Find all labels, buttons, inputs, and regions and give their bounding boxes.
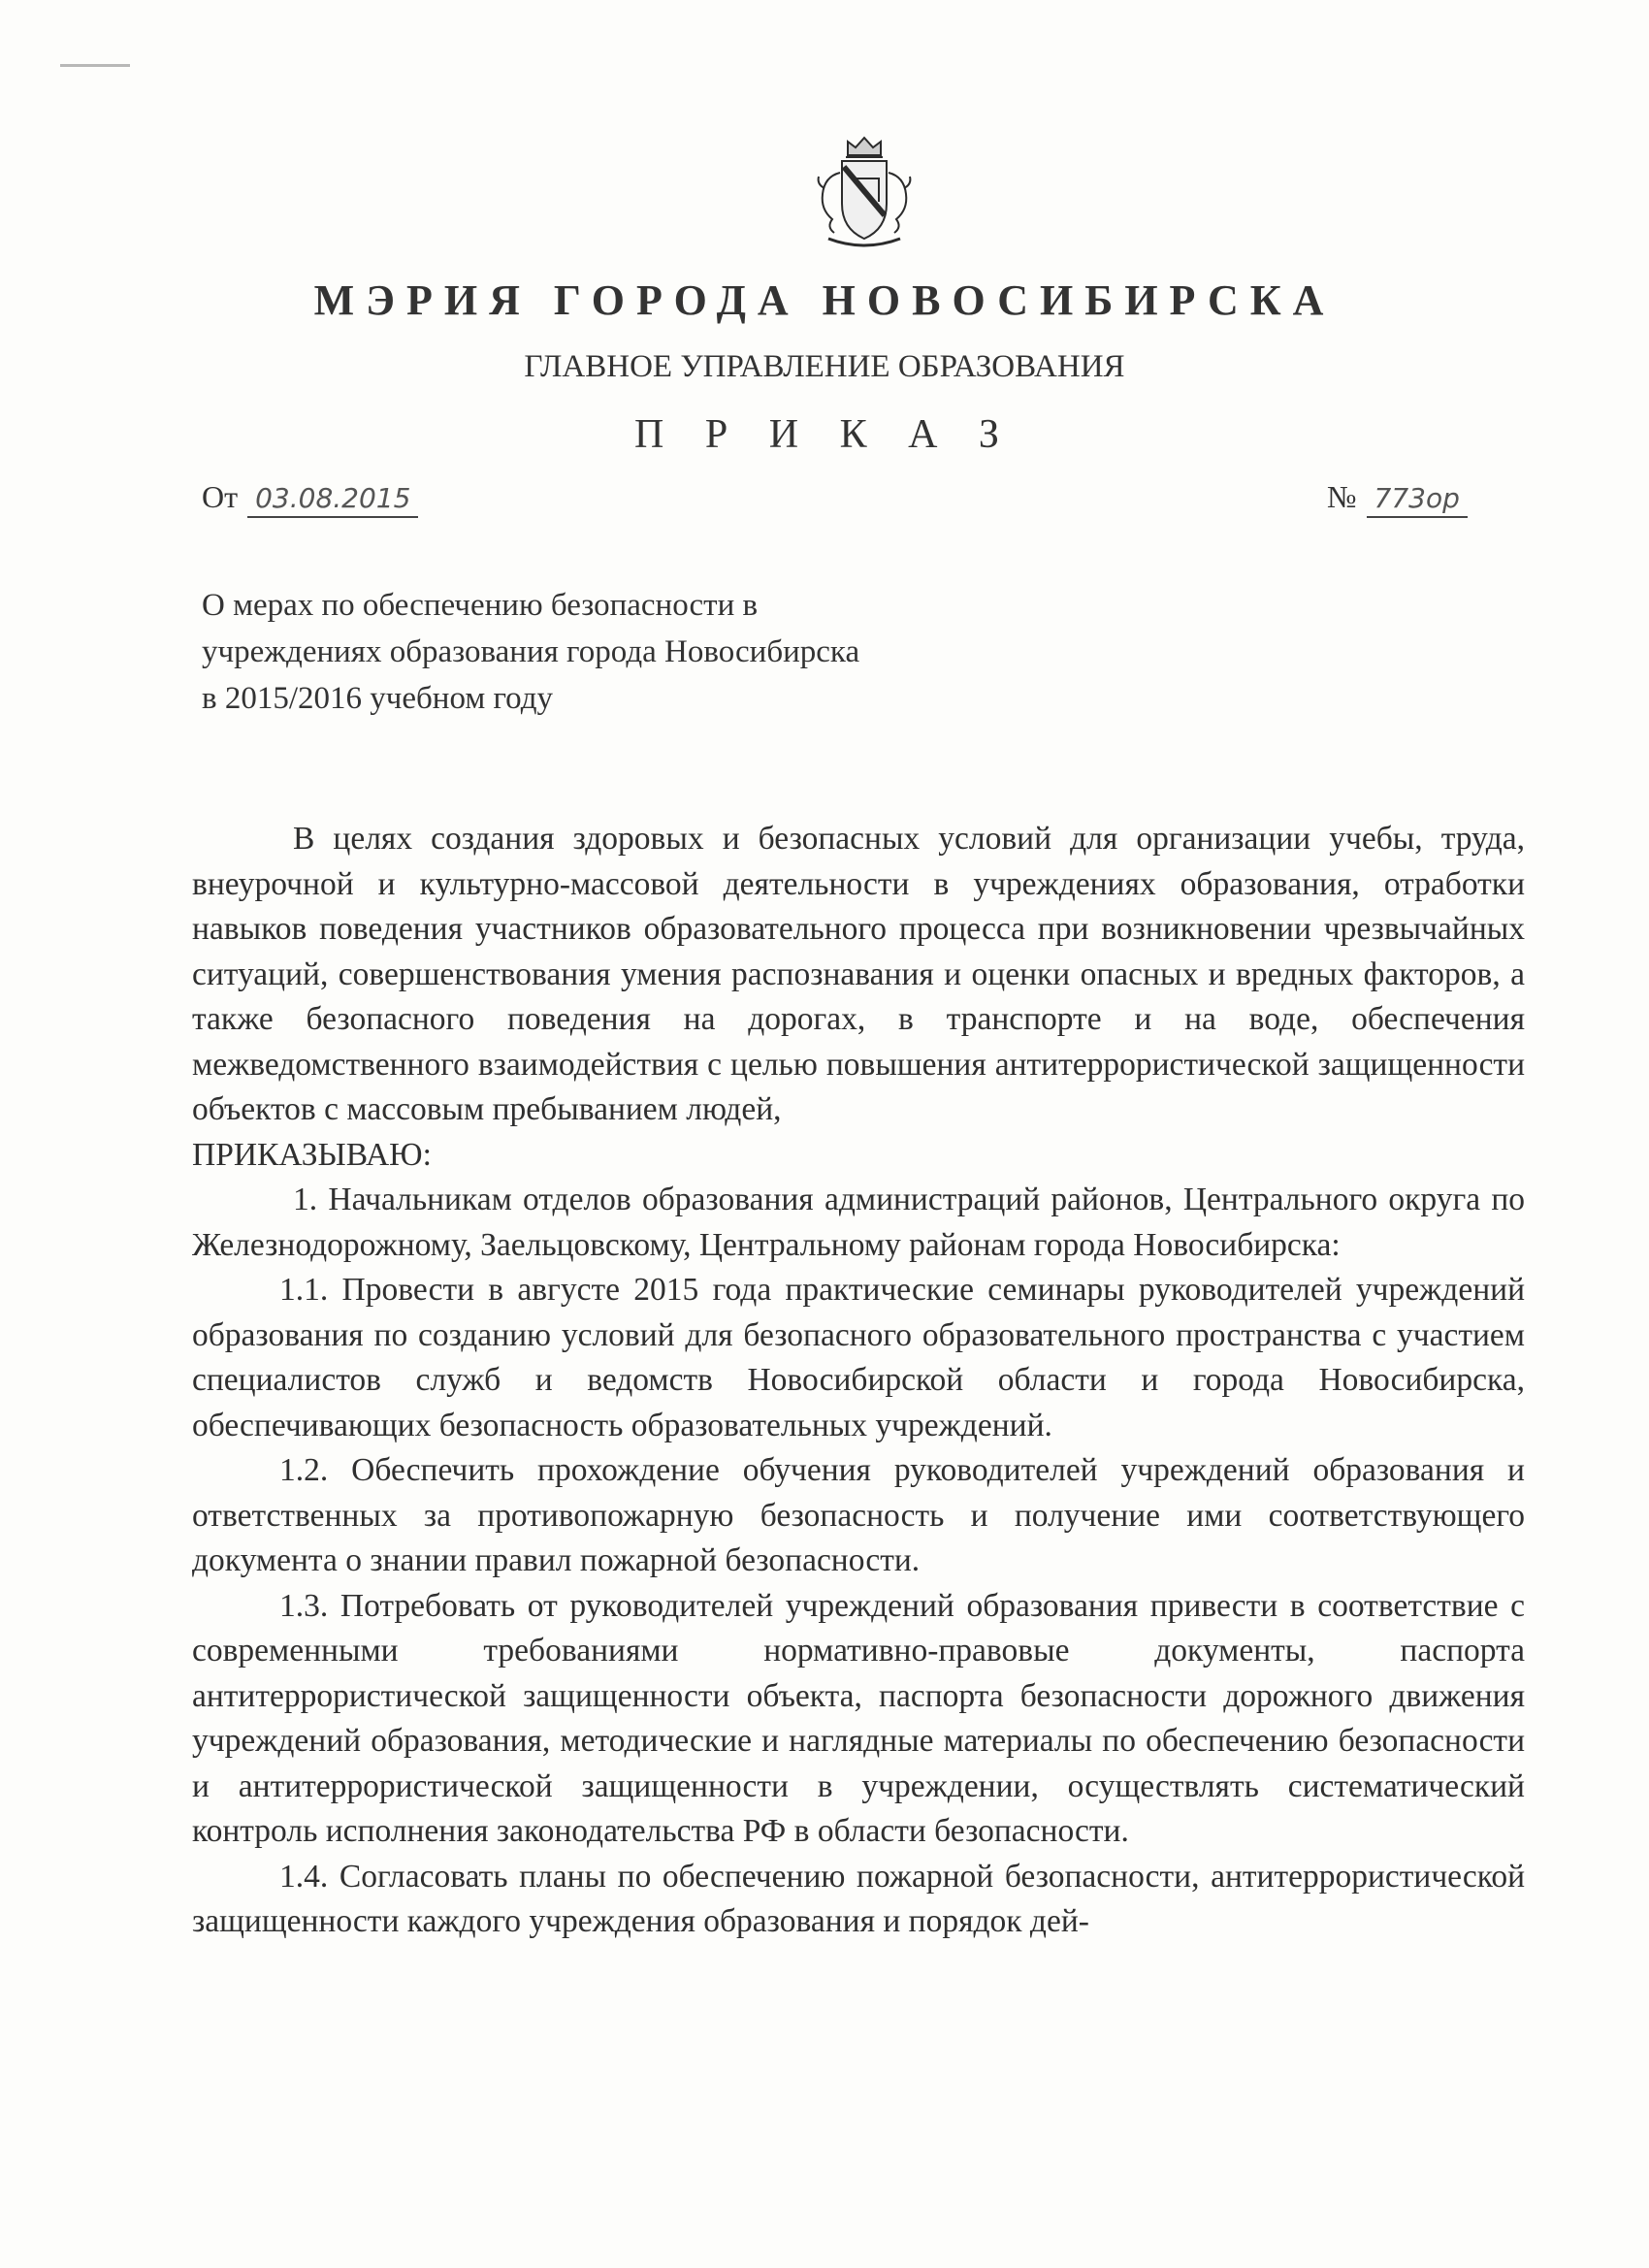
order-word: ПРИКАЗЫВАЮ: (192, 1136, 432, 1173)
coat-of-arms-icon (811, 134, 918, 252)
item-1-3-paragraph: 1.3. Потребовать от руководителей учреждений образования привести в соответствие с современными требованиями нормативно-правовые документы, паспорта антитеррористической защищенности объекта, паспорта безопасности дорожного движения учреждений образования, методические и наглядные материалы по обеспечению безопасности и антитеррористической защищенности в учреждении, осуществлять систематический контроль исполнения законодательства РФ в области безопасности. (192, 1587, 1525, 1849)
date-prefix: От (202, 479, 239, 514)
date-block (202, 479, 418, 518)
item-1-paragraph: 1. Начальникам отделов образования администраций районов, Центрального округа по Железнодорожному, Заельцовскому, Центральному районам города Новосибирска: (192, 1182, 1525, 1263)
scan-artifact-line (60, 64, 130, 67)
document-body (192, 817, 1525, 1945)
number-prefix: № (1327, 479, 1357, 514)
item-1-4-paragraph: 1.4. Согласовать планы по обеспечению пожарной безопасности, антитеррористической защищенности каждого учреждения образования и порядок дей- (192, 1858, 1525, 1939)
organization-name: МЭРИЯ ГОРОДА НОВОСИБИРСКА (313, 276, 1336, 324)
document-subject: О мерах по обеспечению безопасности в учреждениях образования города Новосибирска в 2015/2016 учебном году (202, 588, 860, 716)
organization-subdivision: ГЛАВНОЕ УПРАВЛЕНИЕ ОБРАЗОВАНИЯ (524, 349, 1125, 384)
number-handwritten: 773ор (1367, 482, 1468, 518)
date-handwritten: 03.08.2015 (247, 482, 418, 518)
document-type-title: П Р И К А З (634, 412, 1015, 457)
preamble-paragraph: В целях создания здоровых и безопасных условий для организации учебы, труда, внеурочной и культурно-массовой деятельности в учреждениях образования, отработки навыков поведения участников образовательного процесса при возникновении чрезвычайных ситуаций, совершенствования умения распознавания и оценки опасных и вредных факторов, а также безопасного поведения на дорогах, в транспорте и на воде, обеспечения межведомственного взаимодействия с целью повышения антитеррористической защищенности объектов с массовым пребыванием людей, (192, 821, 1525, 1127)
number-block (1327, 479, 1468, 518)
item-1-2-paragraph: 1.2. Обеспечить прохождение обучения руководителей учреждений образования и ответственных за противопожарную безопасность и получение ими соответствующего документа о знании правил пожарной безопасности. (192, 1452, 1525, 1578)
item-1-1-paragraph: 1.1. Провести в августе 2015 года практические семинары руководителей учреждений образования по созданию условий для безопасного образовательного пространства с участием специалистов служб и ведомств Новосибирской области и города Новосибирска, обеспечивающих безопасность образовательных учреждений. (192, 1272, 1525, 1443)
